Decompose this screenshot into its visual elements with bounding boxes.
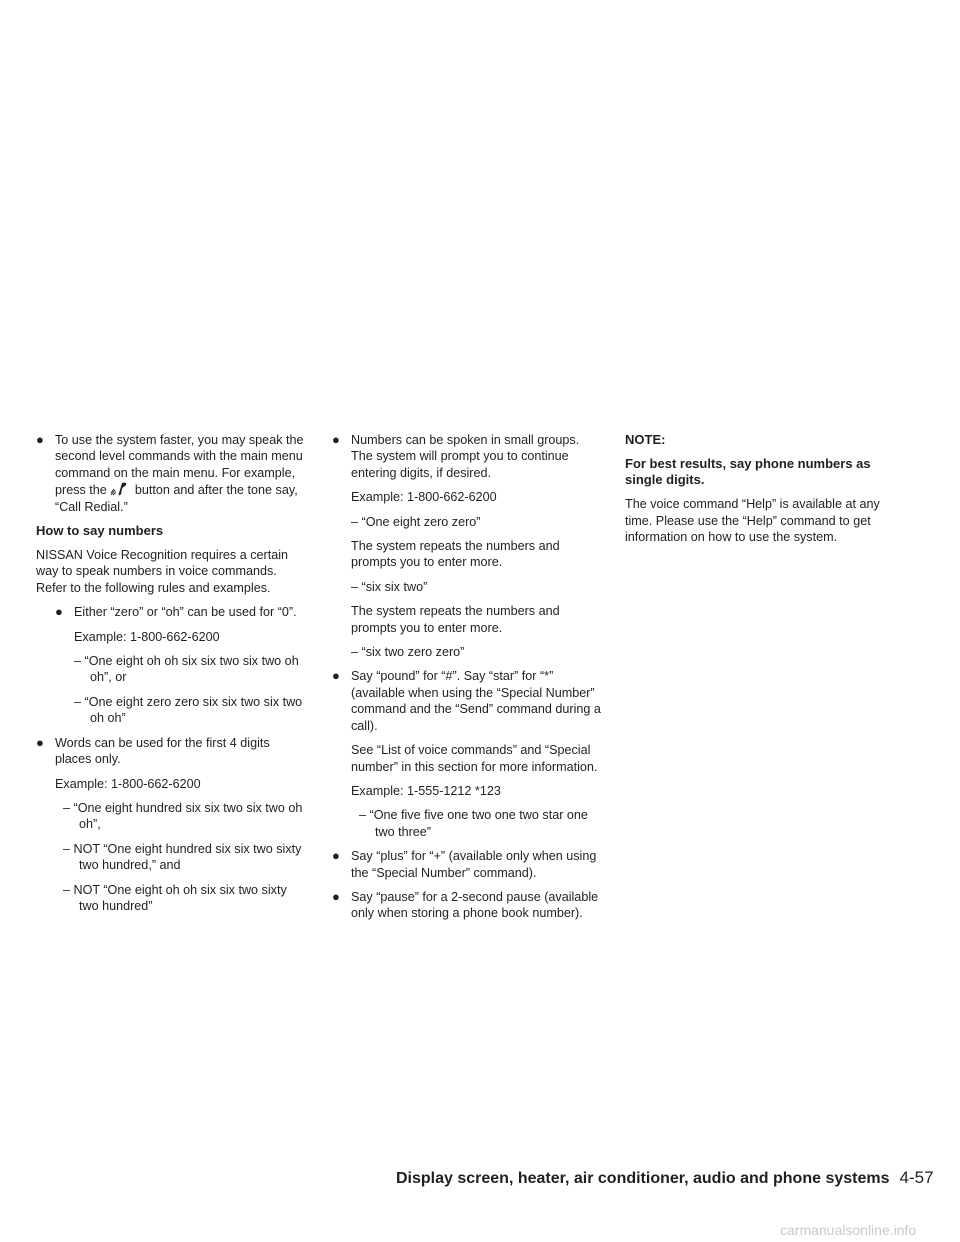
bullet-text: Say “pound” for “#”. Say “star” for “*” (available when using the “Special Number” command and the “Send” command during a call). — [351, 669, 601, 733]
repeat-text: The system repeats the numbers and prompts you to enter more. — [351, 604, 560, 635]
example-line: Example: 1-800-662-6200 — [351, 490, 497, 505]
example-sub: – “One eight oh oh six six two six two oh oh”, or — [74, 654, 299, 685]
bullet-zero-oh — [55, 604, 308, 620]
bullet-dot: ● — [332, 668, 340, 684]
column-1 — [36, 432, 308, 922]
example-sub: – “six six two” — [351, 579, 428, 594]
section-heading: How to say numbers — [36, 523, 164, 539]
example-line: Example: 1-800-662-6200 — [74, 629, 220, 644]
bullet-pound-star — [332, 668, 604, 734]
bullet-text: Words can be used for the first 4 digits places only. — [55, 735, 270, 767]
bullet-dot: ● — [36, 734, 44, 750]
example-sub: – NOT “One eight hundred six six two sixty two hundred,” and — [63, 841, 302, 873]
column-2 — [332, 432, 604, 930]
example-line: Example: 1-555-1212 *123 — [351, 783, 501, 798]
bullet-dot: ● — [332, 888, 340, 904]
intro-paragraph: NISSAN Voice Recognition requires a certain way to speak numbers in voice commands. Refer to the following rules and examples. — [36, 548, 289, 595]
bullet-text: Either “zero” or “oh” can be used for “0”. — [74, 605, 297, 620]
example-sub: – “One eight hundred six six two six two oh oh”, — [63, 800, 303, 832]
example-sub: – “One five five one two one two star one two three” — [359, 808, 588, 839]
repeat-text: The system repeats the numbers and prompts you to enter more. — [351, 539, 560, 570]
example-sub: – “One eight zero zero six six two six two oh oh” — [74, 694, 303, 726]
column-3 — [625, 432, 897, 554]
example-line: Example: 1-800-662-6200 — [55, 776, 201, 791]
page-number: 4-57 — [899, 1168, 934, 1187]
bullet-text: Say “pause” for a 2-second pause (available only when storing a phone book number). — [351, 889, 599, 921]
example-sub: – NOT “One eight oh oh six six two sixty two hundred” — [63, 882, 287, 913]
bullet-small-groups — [332, 432, 604, 481]
bullet-pause — [332, 889, 604, 922]
talk-button-icon — [109, 481, 131, 497]
bullet-system-faster — [36, 432, 308, 515]
bullet-plus — [332, 848, 604, 881]
bullet-dot: ● — [55, 604, 63, 620]
bullet-text-after: button and after the tone say, “Call Redial.” — [55, 483, 298, 514]
bullet-dot: ● — [332, 432, 340, 447]
footer-title: Display screen, heater, air conditioner, audio and phone systems — [396, 1170, 890, 1187]
note-emphasis: For best results, say phone numbers as single digits. — [625, 456, 871, 488]
note-title: NOTE: — [625, 432, 666, 447]
bullet-text: To use the system faster, you may speak the second level commands with the main menu command on the main menu. For example, press the — [55, 433, 304, 498]
bullet-dot: ● — [36, 432, 44, 447]
page-footer — [396, 1168, 934, 1188]
example-sub: – “six two zero zero” — [351, 645, 465, 660]
watermark: carmanualsonline.info — [780, 1222, 917, 1238]
note-text: The voice command “Help” is available at any time. Please use the “Help” command to get information on how to use the system. — [625, 497, 880, 545]
bullet-dot: ● — [332, 848, 340, 864]
bullet-words — [36, 735, 308, 768]
bullet-text: Numbers can be spoken in small groups. The system will prompt you to continue entering digits, if desired. — [351, 433, 580, 480]
see-reference: See “List of voice commands” and “Special number” in this section for more information. — [351, 743, 598, 774]
example-sub: – “One eight zero zero” — [351, 514, 481, 529]
bullet-text: Say “plus” for “+” (available only when using the “Special Number” command). — [351, 849, 597, 880]
